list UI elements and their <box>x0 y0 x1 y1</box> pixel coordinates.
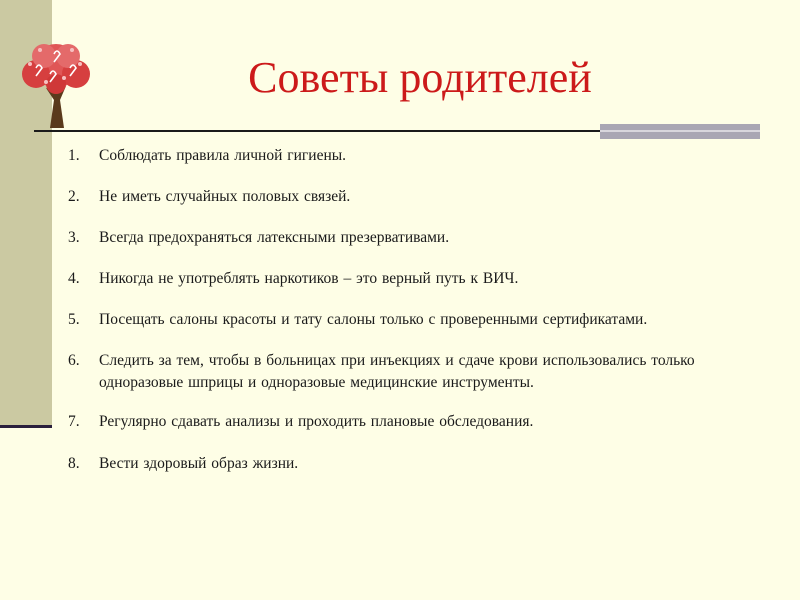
slide-title: Советы родителей <box>248 53 592 102</box>
list-item-number: 3. <box>68 229 80 246</box>
list-item-text: Всегда предохраняться латексными презервативами. <box>99 229 450 246</box>
title-divider-accent <box>600 124 760 139</box>
list-item-text: Соблюдать правила личной гигиены. <box>99 147 347 164</box>
list-item-number: 7. <box>68 413 80 430</box>
red-ribbon-tree-icon <box>10 38 102 130</box>
list-item-number: 6. <box>68 352 80 369</box>
list-item-text: Следить за тем, чтобы в больницах при инъекциях и сдаче крови использовались только одноразовые шприцы и одноразовые медицинские инструменты. <box>99 352 695 391</box>
list-item-number: 8. <box>68 455 80 472</box>
list-item-text: Вести здоровый образ жизни. <box>99 455 299 472</box>
list-item-number: 5. <box>68 311 80 328</box>
list-item-text: Не иметь случайных половых связей. <box>99 188 351 205</box>
left-decor-underline <box>0 425 52 428</box>
list-item-text: Никогда не употреблять наркотиков – это верный путь к ВИЧ. <box>99 270 519 287</box>
list-item-number: 2. <box>68 188 80 205</box>
list-item-text: Посещать салоны красоты и тату салоны только с проверенными сертификатами. <box>99 311 648 328</box>
title-divider-line <box>34 130 604 132</box>
list-item-text: Регулярно сдавать анализы и проходить плановые обследования. <box>99 413 534 430</box>
list-item-number: 1. <box>68 147 80 164</box>
list-item-number: 4. <box>68 270 80 287</box>
